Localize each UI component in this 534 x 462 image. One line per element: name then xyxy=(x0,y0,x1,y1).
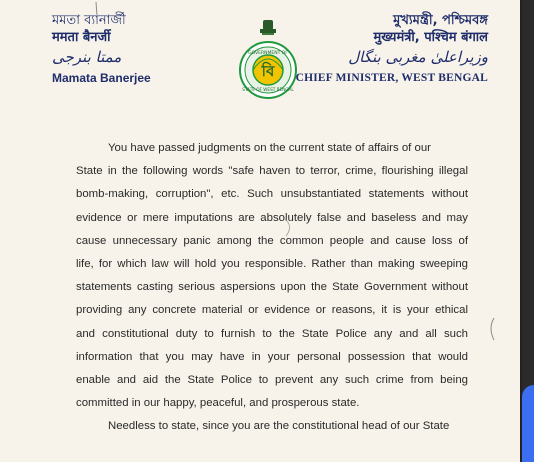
body-line: providing any concrete material or evidence or reasons, it is your ethical xyxy=(76,304,468,317)
body-line: State in the following words "safe haven to terror, crime, flourishing illegal xyxy=(76,165,468,178)
body-line: statements casting serious aspersions upon the State Government without xyxy=(76,281,468,294)
name-english: Mamata Banerjee xyxy=(52,71,151,85)
body-line: and constitutional duty to furnish to the State Police any and all such xyxy=(76,327,468,340)
emblem-seal-text-bottom: STATE OF WEST BENGAL xyxy=(242,87,294,92)
emblem-center-glyph: বি xyxy=(261,62,275,80)
body-line: bomb-making, corruption", etc. Such unsubstantiated statements without xyxy=(76,188,468,201)
title-bengali: মুখ্যমন্ত্রী, পশ্চিমবঙ্গ xyxy=(393,13,488,28)
body-line: You have passed judgments on the current state of affairs of our xyxy=(108,142,431,154)
name-hindi: ममता बैनर्जी xyxy=(52,30,111,45)
body-line: life, for which law will hold you responsible. Rather than making sweeping xyxy=(76,257,468,270)
title-hindi: मुख्यमंत्री, पश्चिम बंगाल xyxy=(373,30,488,45)
emblem-seal-text-top: GOVERNMENT OF xyxy=(248,51,288,56)
name-urdu: ممتا بنرجی xyxy=(52,48,122,66)
title-urdu: وزیراعلیٰ مغربی بنگال xyxy=(348,48,488,66)
name-bengali: মমতা ব্যানার্জী xyxy=(52,13,126,28)
title-english: CHIEF MINISTER, WEST BENGAL xyxy=(295,72,488,84)
body-line: Needless to state, since you are the constitutional head of our State xyxy=(108,420,450,433)
body-line: enable and aid the State Police to prevent any such crime from being xyxy=(76,373,468,386)
body-line: evidence or mere imputations are absolutely false and baseless and may xyxy=(76,211,468,224)
body-line: cause unnecessary panic among the common people and cause loss of xyxy=(76,234,468,247)
body-line: information that you may have in your personal possession that would xyxy=(76,350,468,363)
side-accent xyxy=(522,385,534,462)
body-line: committed in our happy, peaceful, and prosperous state. xyxy=(76,397,360,410)
